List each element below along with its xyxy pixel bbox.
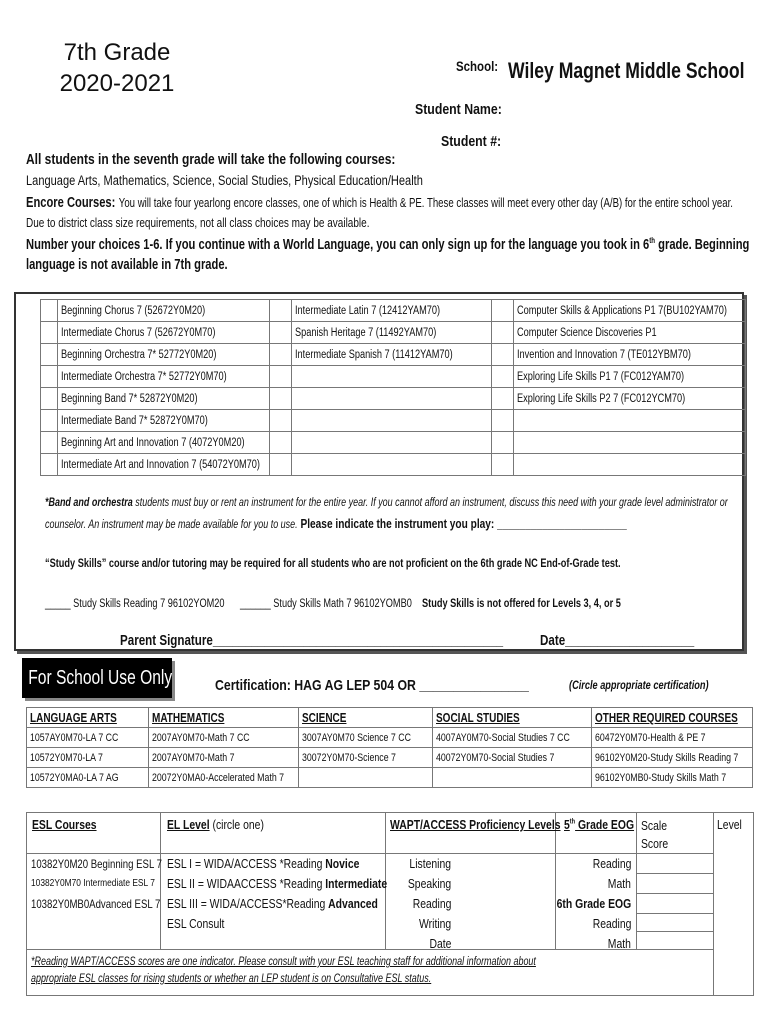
eog-subject: Reading bbox=[592, 916, 631, 931]
el-level-header-rest: (circle one) bbox=[209, 817, 264, 832]
student-number-label: Student #: bbox=[441, 133, 502, 150]
score-label: Score bbox=[641, 836, 669, 851]
esl-course: 10382Y0M20 Beginning ESL 7 bbox=[31, 857, 162, 871]
fifth-eog-sup: th bbox=[569, 818, 576, 826]
choice-box-col1[interactable] bbox=[41, 300, 58, 322]
el-level-text: ESL III = WIDA/ACCESS*Reading bbox=[167, 896, 329, 911]
wapt-skill: Speaking bbox=[407, 876, 451, 891]
choice-box-col2[interactable] bbox=[270, 344, 292, 366]
el-level-option[interactable] bbox=[167, 916, 224, 931]
el-level-header-bold: EL Level bbox=[167, 817, 210, 832]
choice-box-col1[interactable] bbox=[41, 454, 58, 476]
choice-box-col1[interactable] bbox=[41, 432, 58, 454]
course-code-cell bbox=[299, 768, 433, 788]
choice-box-col2[interactable] bbox=[270, 300, 292, 322]
course-option: Spanish Heritage 7 (11492YAM70) bbox=[292, 322, 492, 344]
grade-title bbox=[52, 37, 182, 99]
counselor-note bbox=[45, 516, 627, 531]
fifth-eog-header bbox=[564, 817, 634, 832]
choice-box-col2[interactable] bbox=[270, 322, 292, 344]
course-code-text: 2007AY0M70-Math 7 CC bbox=[152, 731, 250, 744]
el-level-header bbox=[167, 817, 264, 832]
choice-box-col1[interactable] bbox=[41, 410, 58, 432]
choice-box-col3[interactable] bbox=[492, 322, 514, 344]
esl-course: 10382Y0MB0Advanced ESL 7 bbox=[31, 897, 161, 911]
course-code-cell bbox=[433, 768, 592, 788]
subject-header bbox=[433, 708, 592, 728]
course-option bbox=[514, 410, 746, 432]
course-row bbox=[41, 300, 746, 322]
choice-box-col3[interactable] bbox=[492, 344, 514, 366]
scale-label: Scale bbox=[641, 818, 668, 833]
certification-line: Certification: HAG AG LEP 504 OR ________________ bbox=[215, 677, 529, 694]
wapt-skill: Date bbox=[429, 936, 451, 951]
grade-label: 7th Grade bbox=[63, 39, 171, 66]
choice-box-col3[interactable] bbox=[492, 300, 514, 322]
course-code-text: 60472Y0M70-Health & PE 7 bbox=[595, 731, 706, 744]
encore-text: You will take four yearlong encore classes, one of which is Health & PE. These classes will meet every other day (A/B) for the entire school year. bbox=[118, 196, 733, 210]
course-option: Beginning Band 7* 52872Y0M20) bbox=[58, 388, 270, 410]
course-code-text: 30072Y0M70-Science 7 bbox=[302, 751, 396, 764]
choice-box-col1[interactable] bbox=[41, 344, 58, 366]
course-code-cell bbox=[592, 728, 753, 748]
wapt-skill: Listening bbox=[409, 856, 451, 871]
course-option bbox=[292, 366, 492, 388]
fifth-eog-rest: Grade EOG bbox=[575, 817, 635, 832]
el-level-option[interactable] bbox=[167, 896, 378, 911]
number-choices-line bbox=[26, 236, 749, 253]
course-option: Beginning Chorus 7 (52672Y0M20) bbox=[58, 300, 270, 322]
el-level-option[interactable] bbox=[167, 876, 387, 891]
el-level-text: ESL II = WIDAACCESS *Reading bbox=[167, 876, 326, 891]
fifth-eog-num: 5 bbox=[564, 817, 570, 832]
number-choices-text-cont: grade. Beginning bbox=[658, 236, 750, 253]
school-label: School: bbox=[456, 58, 499, 74]
course-code-cell bbox=[299, 728, 433, 748]
course-code-cell bbox=[592, 768, 753, 788]
course-row bbox=[41, 322, 746, 344]
school-year: 2020-2021 bbox=[59, 70, 175, 97]
choice-box-col3[interactable] bbox=[492, 454, 514, 476]
table-row bbox=[27, 728, 753, 748]
subject-header-text: MATHEMATICS bbox=[152, 710, 225, 725]
school-name: Wiley Magnet Middle School bbox=[508, 58, 745, 83]
choice-box-col3[interactable] bbox=[492, 410, 514, 432]
course-option: Exploring Life Skills P2 7 (FC012YCM70) bbox=[514, 388, 746, 410]
esl-course: 10382Y0M70 Intermediate ESL 7 bbox=[31, 877, 155, 889]
course-option bbox=[292, 454, 492, 476]
course-option: Intermediate Chorus 7 (52672Y0M70) bbox=[58, 322, 270, 344]
subject-header-text: OTHER REQUIRED COURSES bbox=[595, 710, 738, 725]
study-skills-reading-option[interactable]: _____ Study Skills Reading 7 96102YOM20 bbox=[45, 598, 225, 610]
all-students-heading: All students in the seventh grade will take the following courses: bbox=[26, 151, 396, 168]
eog-subject: Math bbox=[607, 876, 631, 891]
choice-box-col2[interactable] bbox=[270, 432, 292, 454]
study-skills-note: “Study Skills” course and/or tutoring may be required for all students who are not proficient on the 6th grade NC End-of-Grade test. bbox=[45, 558, 621, 570]
encore-course-table bbox=[40, 299, 746, 476]
band-note-bold: *Band and orchestra bbox=[45, 497, 133, 509]
number-choices-text: Number your choices 1-6. If you continue with a World Language, you can only sign up for the language you took in 6 bbox=[26, 236, 650, 253]
th-superscript: th bbox=[649, 236, 656, 245]
choice-box-col2[interactable] bbox=[270, 388, 292, 410]
el-level-option[interactable] bbox=[167, 856, 359, 871]
wapt-skill: Writing bbox=[418, 916, 451, 931]
band-note bbox=[45, 497, 728, 509]
school-use-label: For School Use Only bbox=[28, 667, 173, 689]
wapt-header: WAPT/ACCESS Proficiency Levels bbox=[390, 817, 561, 832]
course-code-text: 40072Y0M70-Social Studies 7 bbox=[436, 751, 555, 764]
study-skills-not-offered: Study Skills is not offered for Levels 3, 4, or 5 bbox=[422, 598, 621, 610]
subject-header bbox=[149, 708, 299, 728]
encore-line bbox=[26, 194, 733, 212]
choice-box-col2[interactable] bbox=[270, 410, 292, 432]
study-skills-math-option[interactable]: ______ Study Skills Math 7 96102YOMB0 bbox=[240, 598, 412, 610]
course-row bbox=[41, 454, 746, 476]
eog-subject: 6th Grade EOG bbox=[556, 896, 631, 911]
course-option: Beginning Art and Innovation 7 (4072Y0M20) bbox=[58, 432, 270, 454]
course-option: Invention and Innovation 7 (TE012YBM70) bbox=[514, 344, 746, 366]
esl-courses-header: ESL Courses bbox=[32, 817, 97, 832]
course-option bbox=[292, 388, 492, 410]
course-option bbox=[292, 410, 492, 432]
band-note-text: students must buy or rent an instrument for the entire year. If you cannot afford an instrument, discuss this need with your grade level administrator or bbox=[132, 497, 728, 509]
course-code-text: 3007AY0M70 Science 7 CC bbox=[302, 731, 411, 744]
el-level-text: ESL I = WIDA/ACCESS *Reading bbox=[167, 856, 326, 871]
parent-signature-line[interactable]: Parent Signature_____________________________________________ bbox=[120, 633, 504, 649]
esl-footnote-2: appropriate ESL classes for rising students or whether an LEP student is on Consultative ESL status. bbox=[31, 973, 432, 985]
subject-header-text: LANGUAGE ARTS bbox=[30, 710, 117, 725]
choice-box-col1[interactable] bbox=[41, 322, 58, 344]
course-code-text: 10572Y0M70-LA 7 bbox=[30, 751, 103, 764]
beginning-language-note: language is not available in 7th grade. bbox=[26, 257, 228, 273]
subject-header-text: SOCIAL STUDIES bbox=[436, 710, 520, 725]
course-row bbox=[41, 344, 746, 366]
course-option: Intermediate Band 7* 52872Y0M70) bbox=[58, 410, 270, 432]
course-code-text: 1057AY0M70-LA 7 CC bbox=[30, 731, 119, 744]
course-code-cell bbox=[27, 748, 149, 768]
choice-box-col2[interactable] bbox=[270, 366, 292, 388]
core-course-list: Language Arts, Mathematics, Science, Social Studies, Physical Education/Health bbox=[26, 173, 423, 188]
course-code-cell bbox=[149, 748, 299, 768]
course-code-text: 2007AY0M70-Math 7 bbox=[152, 751, 235, 764]
course-code-cell bbox=[299, 748, 433, 768]
course-option: Beginning Orchestra 7* 52772Y0M20) bbox=[58, 344, 270, 366]
course-code-text: 4007AY0M70-Social Studies 7 CC bbox=[436, 731, 570, 744]
course-option: Exploring Life Skills P1 7 (FC012YAM70) bbox=[514, 366, 746, 388]
course-option: Intermediate Art and Innovation 7 (54072Y0M70) bbox=[58, 454, 270, 476]
signature-date-line[interactable]: Date____________________ bbox=[540, 633, 695, 649]
counselor-note-text: counselor. An instrument may be made available for you to use. bbox=[45, 519, 298, 531]
course-option: Intermediate Latin 7 (12412YAM70) bbox=[292, 300, 492, 322]
scale-score-header bbox=[641, 817, 668, 853]
el-level-bold: Intermediate bbox=[325, 876, 388, 891]
district-note: Due to district class size requirements, not all class choices may be available. bbox=[26, 216, 370, 230]
choice-box-col3[interactable] bbox=[492, 432, 514, 454]
choice-box-col3[interactable] bbox=[492, 366, 514, 388]
course-option: Computer Science Discoveries P1 bbox=[514, 322, 746, 344]
table-row bbox=[27, 748, 753, 768]
subject-header bbox=[27, 708, 149, 728]
eog-subject: Math bbox=[607, 936, 631, 951]
course-code-cell bbox=[27, 768, 149, 788]
instrument-prompt: Please indicate the instrument you play: _______________________ bbox=[297, 516, 627, 531]
subject-header-text: SCIENCE bbox=[302, 710, 347, 725]
course-option bbox=[292, 432, 492, 454]
course-code-text: 96102Y0MB0-Study Skills Math 7 bbox=[595, 771, 727, 784]
course-option bbox=[514, 432, 746, 454]
course-code-cell bbox=[27, 728, 149, 748]
required-courses-table bbox=[26, 707, 753, 788]
choice-box-col3[interactable] bbox=[492, 388, 514, 410]
esl-footnote-1: *Reading WAPT/ACCESS scores are one indicator. Please consult with your ESL teaching staff for additional information about bbox=[31, 956, 536, 968]
course-code-cell bbox=[592, 748, 753, 768]
wapt-skill: Reading bbox=[412, 896, 451, 911]
school-use-banner bbox=[22, 658, 172, 698]
encore-label: Encore Courses: bbox=[26, 195, 116, 211]
course-option bbox=[514, 454, 746, 476]
course-option: Computer Skills & Applications P1 7(BU102YAM70) bbox=[514, 300, 746, 322]
subject-header bbox=[299, 708, 433, 728]
course-code-cell bbox=[149, 768, 299, 788]
student-name-label: Student Name: bbox=[415, 101, 502, 118]
certification-note: (Circle appropriate certification) bbox=[569, 680, 709, 692]
course-option: Intermediate Orchestra 7* 52772Y0M70) bbox=[58, 366, 270, 388]
level-header: Level bbox=[717, 817, 742, 832]
course-code-text: 96102Y0M20-Study Skills Reading 7 bbox=[595, 751, 739, 764]
course-row bbox=[41, 410, 746, 432]
choice-box-col1[interactable] bbox=[41, 366, 58, 388]
course-code-text: 10572Y0MA0-LA 7 AG bbox=[30, 771, 119, 784]
course-row bbox=[41, 432, 746, 454]
choice-box-col2[interactable] bbox=[270, 454, 292, 476]
course-code-cell bbox=[149, 728, 299, 748]
el-level-text: ESL Consult bbox=[167, 916, 225, 931]
el-level-bold: Novice bbox=[325, 856, 360, 871]
course-option: Intermediate Spanish 7 (11412YAM70) bbox=[292, 344, 492, 366]
el-level-bold: Advanced bbox=[328, 896, 378, 911]
eog-subject: Reading bbox=[592, 856, 631, 871]
course-code-cell bbox=[433, 728, 592, 748]
subject-header bbox=[592, 708, 753, 728]
course-code-cell bbox=[433, 748, 592, 768]
table-row bbox=[27, 768, 753, 788]
choice-box-col1[interactable] bbox=[41, 388, 58, 410]
course-row bbox=[41, 366, 746, 388]
course-row bbox=[41, 388, 746, 410]
esl-table bbox=[26, 812, 754, 996]
course-code-text: 20072Y0MA0-Accelerated Math 7 bbox=[152, 771, 285, 784]
